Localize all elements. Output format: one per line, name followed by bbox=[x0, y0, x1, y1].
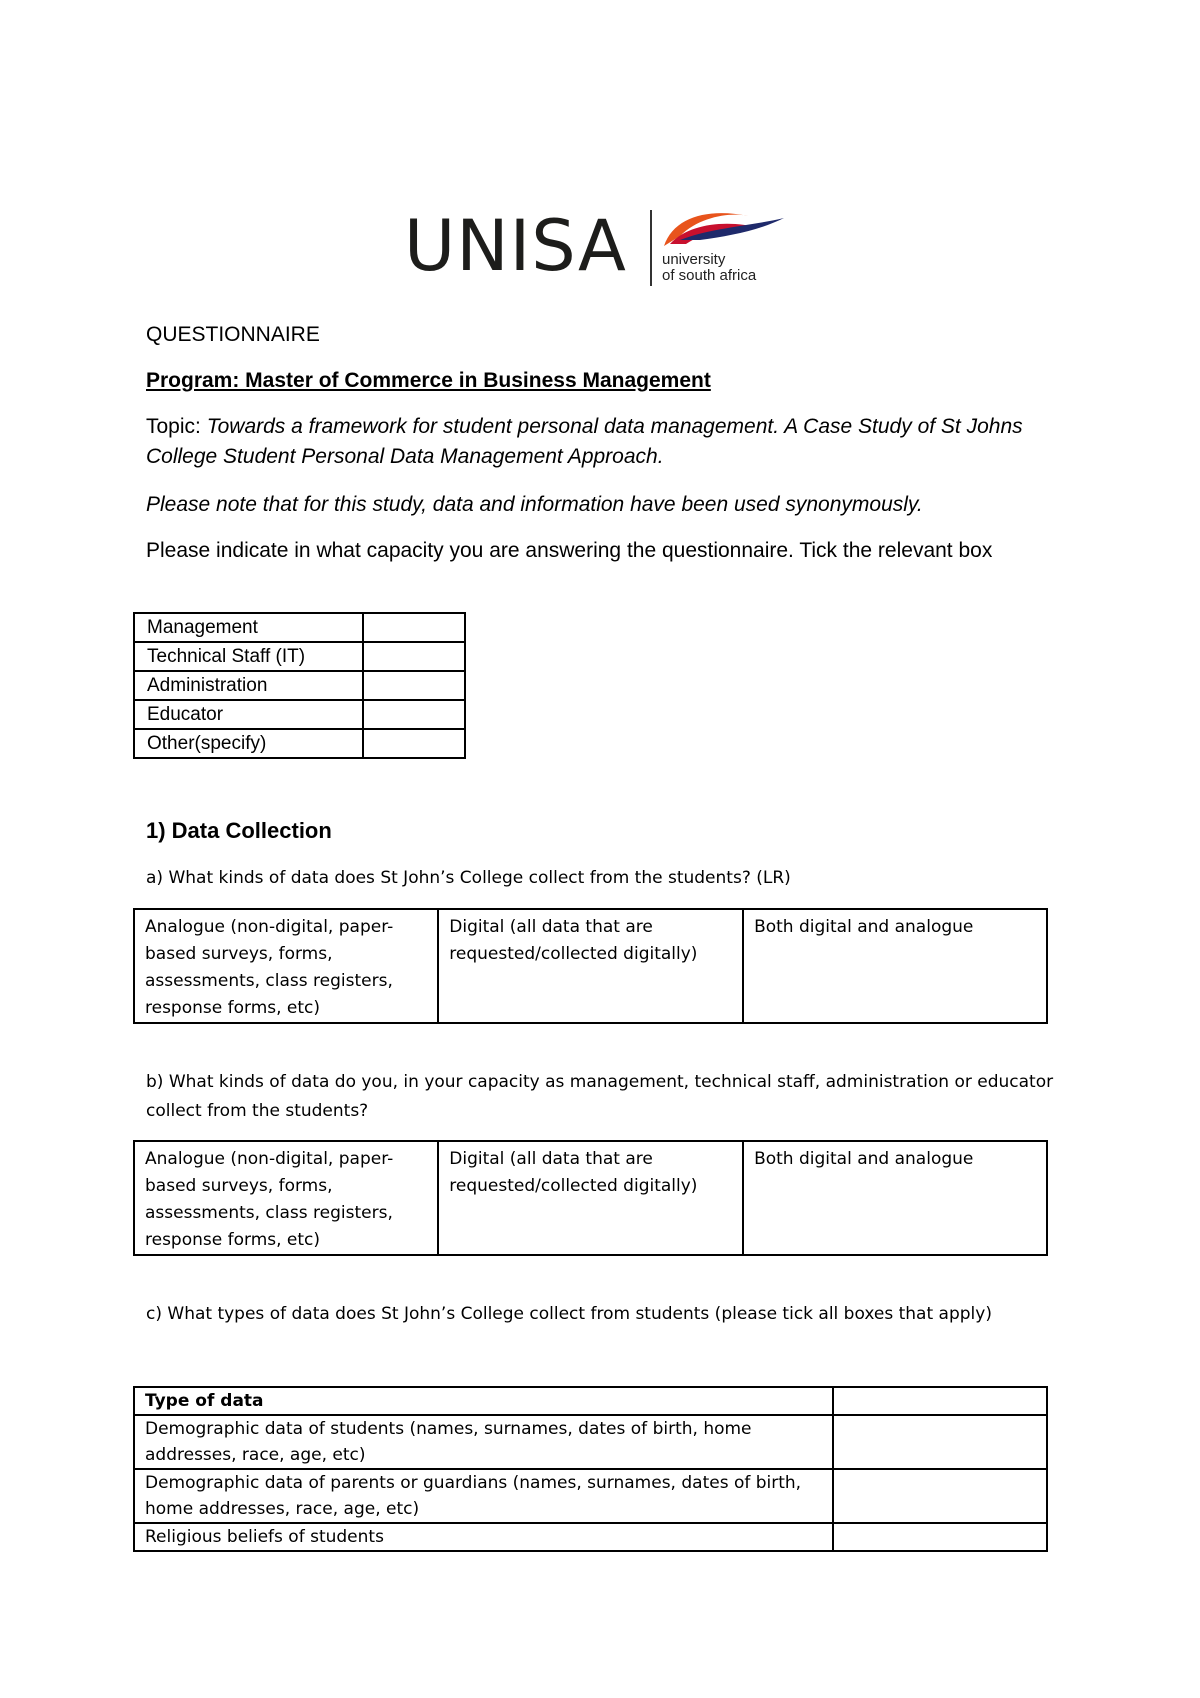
tick-header-cell bbox=[833, 1387, 1047, 1415]
tick-box[interactable] bbox=[833, 1523, 1047, 1551]
logo-subtitle: university of south africa bbox=[662, 251, 757, 284]
capacity-row bbox=[134, 700, 465, 729]
question-b: b) What kinds of data do you, in your capacity as management, technical staff, administration or educator collect from the students? bbox=[146, 1072, 1054, 1121]
question-a-options-table bbox=[133, 908, 1048, 1024]
data-type-row bbox=[134, 1415, 1047, 1469]
capacity-label: Educator bbox=[134, 700, 363, 729]
note: Please note that for this study, data and information have been used synonymously. bbox=[146, 493, 923, 516]
unisa-logo bbox=[404, 206, 784, 286]
questionnaire-label: QUESTIONNAIRE bbox=[146, 323, 320, 346]
tick-box[interactable] bbox=[363, 700, 465, 729]
section-heading: 1) Data Collection bbox=[146, 818, 332, 843]
question-b-options-table bbox=[133, 1140, 1048, 1256]
tick-box[interactable] bbox=[833, 1469, 1047, 1523]
tick-box[interactable] bbox=[833, 1415, 1047, 1469]
question-a: a) What kinds of data does St John’s College collect from the students? (LR) bbox=[146, 868, 791, 888]
capacity-row bbox=[134, 729, 465, 758]
capacity-row bbox=[134, 671, 465, 700]
option-analogue[interactable]: Analogue (non-digital, paper-based surveys, forms, assessments, class registers, response forms, etc) bbox=[134, 909, 438, 1023]
data-type-label: Religious beliefs of students bbox=[134, 1523, 833, 1551]
capacity-label: Management bbox=[134, 613, 363, 642]
type-header: Type of data bbox=[134, 1387, 833, 1415]
option-both[interactable]: Both digital and analogue bbox=[743, 909, 1047, 1023]
capacity-label: Technical Staff (IT) bbox=[134, 642, 363, 671]
capacity-label: Administration bbox=[134, 671, 363, 700]
option-digital[interactable]: Digital (all data that are requested/collected digitally) bbox=[438, 909, 743, 1023]
capacity-row bbox=[134, 642, 465, 671]
topic-text: Towards a framework for student personal data management. A Case Study of St Johns College Student Personal Data Management Approach. bbox=[146, 415, 1023, 468]
topic bbox=[146, 412, 1058, 472]
tick-box[interactable] bbox=[363, 671, 465, 700]
logo-wordmark: UNISA bbox=[404, 205, 627, 287]
capacity-table bbox=[133, 612, 466, 759]
capacity-label: Other(specify) bbox=[134, 729, 363, 758]
tick-box[interactable] bbox=[363, 613, 465, 642]
tick-box[interactable] bbox=[363, 642, 465, 671]
question-c: c) What types of data does St John’s College collect from students (please tick all boxes that apply) bbox=[146, 1304, 992, 1324]
data-type-row bbox=[134, 1469, 1047, 1523]
program-title: Program: Master of Commerce in Business Management bbox=[146, 369, 711, 392]
logo-divider bbox=[650, 210, 652, 286]
data-type-row bbox=[134, 1523, 1047, 1551]
option-both[interactable]: Both digital and analogue bbox=[743, 1141, 1047, 1255]
tick-box[interactable] bbox=[363, 729, 465, 758]
option-digital[interactable]: Digital (all data that are requested/collected digitally) bbox=[438, 1141, 743, 1255]
instruction: Please indicate in what capacity you are answering the questionnaire. Tick the relevant box bbox=[146, 539, 993, 562]
data-type-label: Demographic data of parents or guardians (names, surnames, dates of birth, home addresses, race, age, etc) bbox=[134, 1469, 833, 1523]
option-analogue[interactable]: Analogue (non-digital, paper-based surveys, forms, assessments, class registers, response forms, etc) bbox=[134, 1141, 438, 1255]
capacity-row bbox=[134, 613, 465, 642]
data-types-table bbox=[133, 1386, 1048, 1552]
flag-icon bbox=[660, 206, 786, 250]
topic-prefix: Topic: bbox=[146, 415, 207, 438]
data-type-label: Demographic data of students (names, surnames, dates of birth, home addresses, race, age, etc) bbox=[134, 1415, 833, 1469]
